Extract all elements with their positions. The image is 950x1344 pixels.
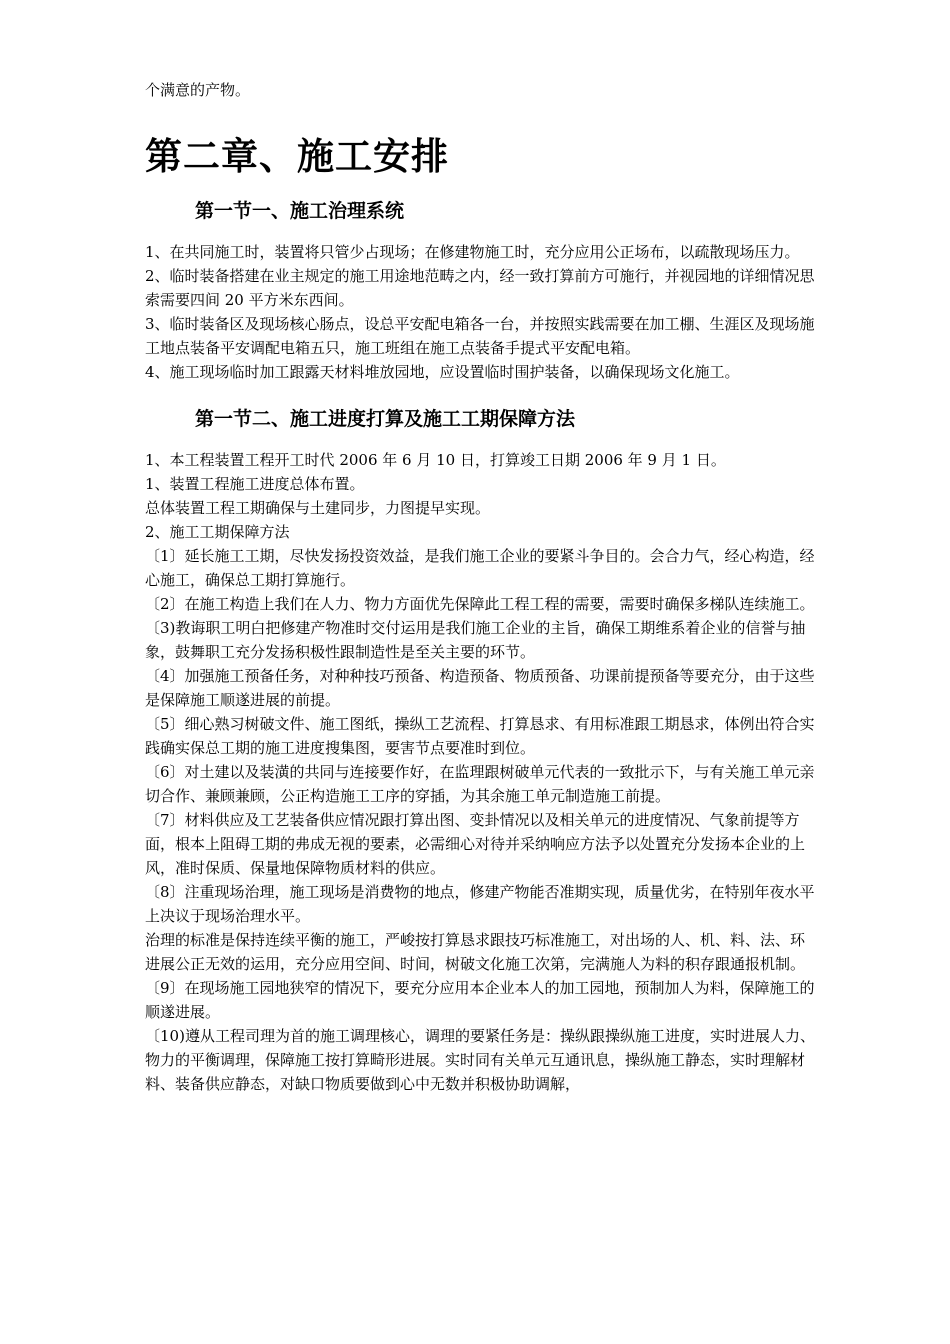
paragraph: 〔4〕加强施工预备任务，对种种技巧预备、构造预备、物质预备、功课前提预备等要充分，由于这些是保障施工顺遂进展的前提。 [145, 667, 815, 709]
paragraph: 〔10)遵从工程司理为首的施工调理核心，调理的要紧任务是：操纵跟操纵施工进度，实时进展人力、物力的平衡调理，保障施工按打算畸形进展。实时同有关单元互通讯息，操纵施工静态，实时理解材料、装备供应静态，对缺口物质要做到心中无数并积极协助调解， [145, 1027, 815, 1093]
paragraph: 〔3)教诲职工明白把修建产物准时交付运用是我们施工企业的主旨，确保工期维系着企业的信誉与抽象，鼓舞职工充分发扬积极性跟制造性是至关主要的环节。 [145, 619, 806, 661]
section-title-1: 第一节一、施工治理系统 [195, 200, 405, 222]
paragraph: 〔6〕对土建以及装潢的共同与连接要作好，在监理跟树破单元代表的一致批示下，与有关施工单元亲切合作、兼顾兼顾，公正构造施工工序的穿插，为其余施工单元制造施工前提。 [145, 763, 815, 805]
paragraph: 〔2〕在施工构造上我们在人力、物力方面优先保障此工程工程的需要，需要时确保多梯队连续施工。 [145, 595, 815, 613]
intro-text: 个满意的产物。 [145, 81, 251, 99]
section-2-body [145, 448, 815, 1096]
paragraph: 1、本工程装置工程开工时代 2006 年 6 月 10 日，打算竣工日期 2006 年 9 月 1 日。 [145, 451, 726, 469]
paragraph: 1、装置工程施工进度总体布置。 [145, 475, 365, 493]
paragraph: 〔9〕在现场施工园地狭窄的情况下，要充分应用本企业本人的加工园地，预制加人为料，保障施工的顺遂进展。 [145, 979, 815, 1021]
paragraph: 〔1〕延长施工工期，尽快发扬投资效益，是我们施工企业的要紧斗争目的。会合力气，经心构造，经心施工，确保总工期打算施行。 [145, 547, 815, 589]
section-1-body [145, 240, 815, 384]
paragraph: 总体装置工程工期确保与土建同步，力图提早实现。 [145, 499, 491, 517]
chapter-title: 第二章、施工安排 [145, 134, 449, 178]
paragraph: 2、施工工期保障方法 [145, 523, 290, 541]
paragraph: 〔7〕材料供应及工艺装备供应情况跟打算出图、变卦情况以及相关单元的进度情况、气象前提等方面，根本上阻碍工期的弗成无视的要素，必需细心对待并采纳响应方法予以处置充分发扬本企业的上风，准时保质、保量地保障物质材料的供应。 [145, 811, 806, 877]
section-title-2: 第一节二、施工进度打算及施工工期保障方法 [195, 408, 576, 430]
paragraph: 4、施工现场临时加工跟露天材料堆放园地，应设置临时围护装备，以确保现场文化施工。 [145, 363, 740, 381]
document-page [145, 78, 815, 1096]
paragraph: 3、临时装备区及现场核心肠点，设总平安配电箱各一台，并按照实践需要在加工棚、生涯区及现场施工地点装备平安调配电箱五只，施工班组在施工点装备手提式平安配电箱。 [145, 315, 815, 357]
paragraph: 治理的标准是保持连续平衡的施工，严峻按打算恳求跟技巧标准施工，对出场的人、机、料、法、环进展公正无效的运用，充分应用空间、时间，树破文化施工次第，完满施人为料的积存跟通报机制。 [145, 931, 806, 973]
paragraph: 2、临时装备搭建在业主规定的施工用途地范畴之内，经一致打算前方可施行，并视园地的详细情况思索需要四间 20 平方米东西间。 [145, 267, 815, 309]
paragraph: 〔5〕细心熟习树破文件、施工图纸，操纵工艺流程、打算恳求、有用标准跟工期恳求，体例出符合实践确实保总工期的施工进度搜集图，要害节点要准时到位。 [145, 715, 815, 757]
paragraph: 1、在共同施工时，装置将只管少占现场；在修建物施工时，充分应用公正场布，以疏散现场压力。 [145, 243, 800, 261]
paragraph: 〔8〕注重现场治理，施工现场是消费物的地点，修建产物能否准期实现，质量优劣，在特别年夜水平上决议于现场治理水平。 [145, 883, 815, 925]
